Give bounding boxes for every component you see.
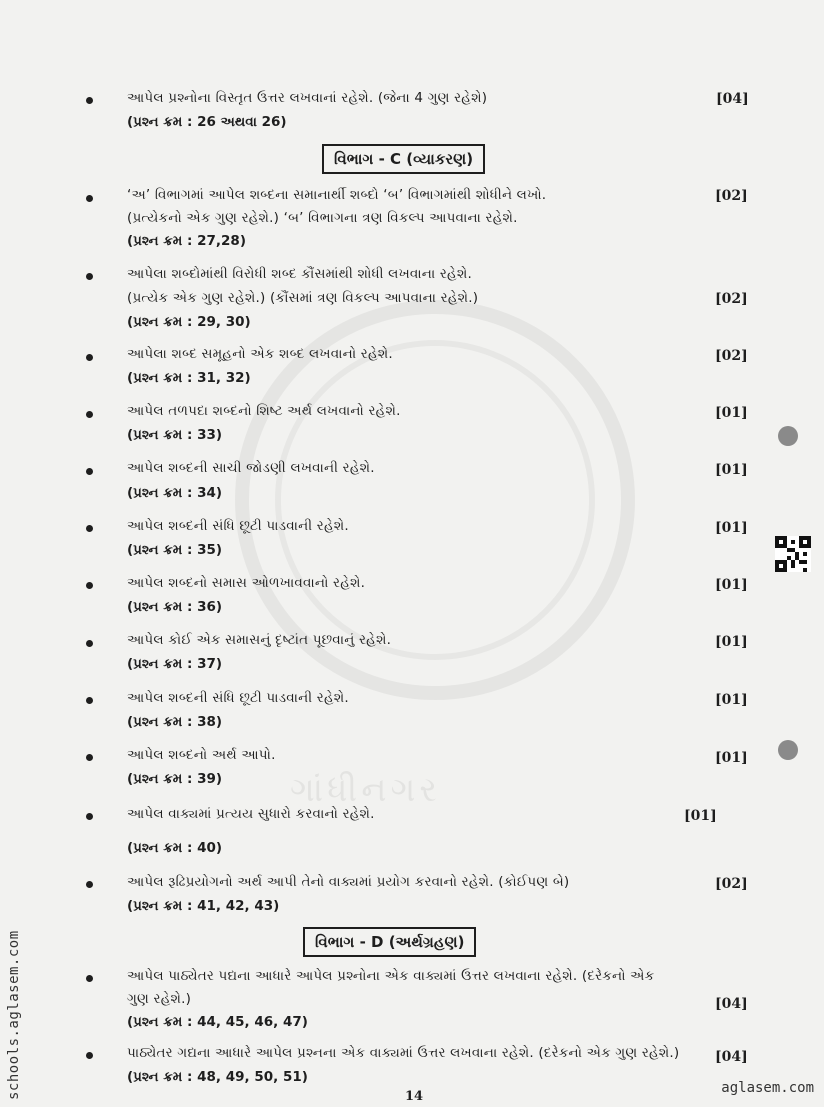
- item-c12-marks: [02]: [715, 876, 748, 892]
- item-c7-line-1: આપેલ શબ્દનો સમાસ ઓળખાવવાનો રહેશે.: [127, 575, 366, 591]
- bullet-icon: [86, 697, 93, 704]
- item-c11-question-number: (પ્રશ્ન ક્રમ : 40): [127, 840, 223, 856]
- punch-hole-icon: [778, 740, 798, 760]
- item-c7-marks: [01]: [715, 577, 748, 593]
- item-c3-question-number: (પ્રશ્ન ક્રમ : 31, 32): [127, 370, 251, 386]
- item-c9-marks: [01]: [715, 692, 748, 708]
- item-b1-line-1: આપેલ પ્રશ્નોના વિસ્તૃત ઉત્તર લખવાનાં રહેશે. (જેના 4 ગુણ રહેશે): [127, 90, 488, 106]
- item-c6-question-number: (પ્રશ્ન ક્રમ : 35): [127, 542, 223, 558]
- item-c10-line-1: આપેલ શબ્દનો અર્થ આપો.: [127, 747, 276, 763]
- item-c5-marks: [01]: [715, 462, 748, 478]
- bullet-icon: [86, 97, 93, 104]
- item-c5-line-1: આપેલ શબ્દની સાચી જોડણી લખવાની રહેશે.: [127, 460, 375, 476]
- item-d1-line-1: આપેલ પાઠ્યેતર પદ્યના આધારે આપેલ પ્રશ્નોના એક વાક્યમાં ઉત્તર લખવાના રહેશે. (દરેકનો એક: [127, 968, 655, 984]
- item-c2-question-number: (પ્રશ્ન ક્રમ : 29, 30): [127, 314, 251, 330]
- item-c4-question-number: (પ્રશ્ન ક્રમ : 33): [127, 427, 223, 443]
- bullet-icon: [86, 640, 93, 647]
- item-b1-question-number: (પ્રશ્ન ક્રમ : 26 અથવા 26): [127, 114, 287, 130]
- item-c9-line-1: આપેલ શબ્દની સંધિ છૂટી પાડવાની રહેશે.: [127, 690, 349, 706]
- item-c11-line-1: આપેલ વાક્યમાં પ્રત્યય સુધારો કરવાનો રહેશે.: [127, 806, 375, 822]
- item-c10-marks: [01]: [715, 750, 748, 766]
- bullet-icon: [86, 273, 93, 280]
- bullet-icon: [86, 411, 93, 418]
- item-d2-line-1: પાઠ્યેતર ગદ્યના આધારે આપેલ પ્રશ્નના એક વાક્યમાં ઉત્તર લખવાના રહેશે. (દરેકનો એક ગુણ રહેશે.): [127, 1045, 680, 1061]
- bullet-icon: [86, 354, 93, 361]
- punch-hole-icon: [778, 426, 798, 446]
- item-c11-marks: [01]: [684, 808, 717, 824]
- item-d1-line-2: ગુણ રહેશે.): [127, 991, 192, 1007]
- bullet-icon: [86, 1052, 93, 1059]
- item-c3-marks: [02]: [715, 348, 748, 364]
- board-seal-inner-ring: [275, 340, 595, 660]
- item-c10-question-number: (પ્રશ્ન ક્રમ : 39): [127, 771, 223, 787]
- item-c8-question-number: (પ્રશ્ન ક્રમ : 37): [127, 656, 223, 672]
- item-c12-question-number: (પ્રશ્ન ક્રમ : 41, 42, 43): [127, 898, 280, 914]
- item-c2-line-2: (પ્રત્યેક એક ગુણ રહેશે.) (કૌંસમાં ત્રણ વિકલ્પ આપવાના રહેશે.): [127, 290, 479, 306]
- bullet-icon: [86, 754, 93, 761]
- bullet-icon: [86, 975, 93, 982]
- page-number: 14: [405, 1089, 424, 1104]
- item-c2-marks: [02]: [715, 291, 748, 307]
- item-b1-marks: [04]: [716, 91, 749, 107]
- item-c12-line-1: આપેલ રૂઢિપ્રયોગનો અર્થ આપી તેનો વાક્યમાં પ્રયોગ કરવાનો રહેશે. (કોઈપણ બે): [127, 874, 570, 890]
- bullet-icon: [86, 195, 93, 202]
- item-c5-question-number: (પ્રશ્ન ક્રમ : 34): [127, 485, 223, 501]
- item-c1-question-number: (પ્રશ્ન ક્રમ : 27,28): [127, 233, 246, 249]
- seal-text: ગાંધીનગર: [290, 770, 442, 810]
- item-c1-line-1: ‘અ’ વિભાગમાં આપેલ શબ્દના સમાનાર્થી શબ્દો ‘બ’ વિભાગમાંથી શોધીને લખો.: [127, 187, 547, 203]
- bullet-icon: [86, 525, 93, 532]
- item-c7-question-number: (પ્રશ્ન ક્રમ : 36): [127, 599, 223, 615]
- bullet-icon: [86, 881, 93, 888]
- bullet-icon: [86, 582, 93, 589]
- side-watermark: schools.aglasem.com: [6, 930, 22, 1100]
- bullet-icon: [86, 813, 93, 820]
- item-d2-question-number: (પ્રશ્ન ક્રમ : 48, 49, 50, 51): [127, 1069, 308, 1085]
- item-c4-line-1: આપેલ તળપદા શબ્દનો શિષ્ટ અર્થ લખવાનો રહેશે.: [127, 403, 401, 419]
- item-c9-question-number: (પ્રશ્ન ક્રમ : 38): [127, 714, 223, 730]
- item-c1-marks: [02]: [715, 188, 748, 204]
- item-c3-line-1: આપેલા શબ્દ સમૂહનો એક શબ્દ લખવાનો રહેશે.: [127, 346, 393, 362]
- item-d1-question-number: (પ્રશ્ન ક્રમ : 44, 45, 46, 47): [127, 1014, 308, 1030]
- qr-code-icon: [775, 536, 811, 572]
- item-c6-marks: [01]: [715, 520, 748, 536]
- item-d2-marks: [04]: [715, 1049, 748, 1065]
- item-d1-marks: [04]: [715, 996, 748, 1012]
- item-c1-line-2: (પ્રત્યેકનો એક ગુણ રહેશે.) ‘બ’ વિભાગના ત્રણ વિકલ્પ આપવાના રહેશે.: [127, 210, 518, 226]
- bullet-icon: [86, 468, 93, 475]
- section-d-heading: વિભાગ - D (અર્થગ્રહણ): [303, 927, 476, 957]
- item-c6-line-1: આપેલ શબ્દની સંધિ છૂટી પાડવાની રહેશે.: [127, 518, 349, 534]
- item-c8-marks: [01]: [715, 634, 748, 650]
- section-c-heading: વિભાગ - C (વ્યાકરણ): [322, 144, 485, 174]
- item-c4-marks: [01]: [715, 405, 748, 421]
- corner-watermark: aglasem.com: [721, 1080, 814, 1096]
- item-c2-line-1: આપેલા શબ્દોમાંથી વિરોધી શબ્દ કૌંસમાંથી શોધી લખવાના રહેશે.: [127, 266, 472, 282]
- item-c8-line-1: આપેલ કોઈ એક સમાસનું દૃષ્ટાંત પૂછવાનું રહેશે.: [127, 632, 392, 648]
